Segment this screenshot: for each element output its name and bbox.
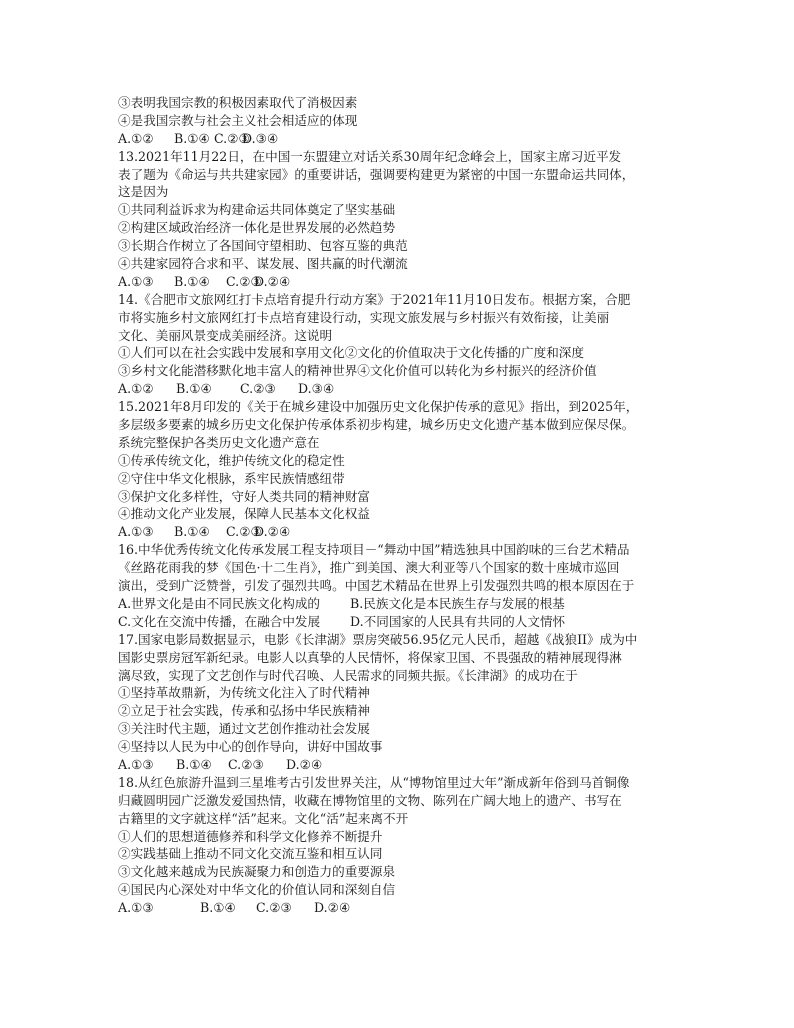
question-17-item: ①坚持革故鼎新，为传统文化注入了时代精神 [118,685,370,701]
question-18-stem: 归藏圆明园广泛激发爱国热情，收藏在博物馆里的文物、陈列在广阔大地上的遗产、书写在 [118,792,622,808]
option-b: B.①④ [174,273,210,289]
question-18-item: ②实践基础上推动不同文化交流互鉴和相互认同 [118,846,383,862]
answer-options [118,130,698,148]
option-a: A.世界文化是由不同民族文化构成的 [118,595,321,611]
question-14-item: ①人们可以在社会实践中发展和享用文化②文化的价值取决于文化传播的广度和深度 [118,345,584,361]
option-c: C.②③ [226,524,262,540]
option-a: A.①② [118,381,154,397]
question-17-stem: 国影史票房冠军新纪录。电影人以真挚的人民情怀，将保家卫国、不畏强敌的精神展现得淋 [118,649,622,665]
option-d: D.②④ [286,756,323,772]
option-d: D.③④ [242,130,279,146]
question-18-item: ③文化越来越成为民族凝聚力和创造力的重要源泉 [118,864,396,880]
option-c: C.②③ [226,273,262,289]
option-c: C.②③ [240,381,276,397]
option-b: B.民族文化是本民族生存与发展的根基 [350,595,565,611]
question-13-stem: 这是因为 [118,184,169,200]
question-13-item: ④共建家园符合求和平、谋发展、图共赢的时代潮流 [118,256,408,272]
option-d: D.③④ [298,381,335,397]
question-15-stem: 系统完整保护各类历史文化遗产意在 [118,434,320,450]
question-15-item: ④推动文化产业发展，保障人民基本文化权益 [118,506,370,522]
question-14-stem: 文化、美丽风景变成美丽经济。这说明 [118,327,333,343]
question-16-options-row-1 [118,595,698,613]
question-13-stem: 表了题为《命运与共共建家园》的重要讲话，强调要构建更为紧密的中国一东盟命运共同体， [118,166,635,182]
question-15-stem: 多层级多要素的城乡历史文化保护传承体系初步构建，城乡历史文化遗产基本做到应保尽保。 [118,417,635,433]
question-17-item: ④坚持以人民为中心的创作导向，讲好中国故事 [118,739,383,755]
question-16-stem: 16.中华优秀传统文化传承发展工程支持项目－“舞动中国”精选独具中国韵味的三台艺术精品 [118,542,630,558]
question-17-stem: 17.国家电影局数据显示，电影《长津湖》票房突破56.95亿元人民币，超越《战狼II》成为中 [118,631,638,647]
question-15-item: ①传承传统文化，维护传统文化的稳定性 [118,452,345,468]
question-17-stem: 漓尽致，实现了文艺创作与时代召唤、人民需求的同频共振。《长津湖》的成功在于 [118,667,578,683]
question-13-options [118,273,698,291]
option-d: D.②④ [254,524,291,540]
option-c: C.②③ [228,756,264,772]
question-16-stem: 《丝路花雨我的梦《国色·十二生肖》，推广到美国、澳大利亚等八个国家的数十座城市巡回 [118,560,620,576]
option-a: A.①③ [118,524,154,540]
question-18-item: ④国民内心深处对中华文化的价值认同和深刻自信 [118,882,396,898]
question-17-options [118,756,698,774]
option-b: B.①④ [200,900,236,916]
question-17-item: ②立足于社会实践，传承和弘扬中华民族精神 [118,703,370,719]
question-13-item: ③长期合作树立了各国间守望相助、包容互鉴的典范 [118,238,408,254]
question-17-item: ③关注时代主题，通过文艺创作推动社会发展 [118,721,370,737]
question-18-options [118,899,698,917]
statement-4: ④是我国宗教与社会主义社会相适应的体现 [118,112,358,128]
question-16-stem: 演出，受到广泛赞誉，引发了强烈共鸣。中国艺术精品在世界上引发强烈共鸣的根本原因在于 [118,578,635,594]
option-c: C.文化在交流中传播，在融合中发展 [118,613,321,629]
question-15-options [118,523,698,541]
question-14-item: ③乡村文化能潜移默化地丰富人的精神世界④文化价值可以转化为乡村振兴的经济价值 [118,363,597,379]
option-a: A.①③ [118,273,154,289]
option-b: B.①④ [176,381,212,397]
option-a: A.①③ [118,756,154,772]
exam-page [118,94,698,917]
question-14-stem: 14.《合肥市文旅网红打卡点培育提升行动方案》于2021年11月10日发布。根据方案，合肥 [118,291,631,307]
option-a: A.①② [118,130,154,146]
question-15-item: ②守住中华文化根脉，系牢民族情感纽带 [118,470,345,486]
question-18-stem: 18.从红色旅游升温到三星堆考古引发世界关注，从“博物馆里过大年”渐成新年俗到马首铜像 [118,774,630,790]
option-b: B.①④ [174,524,210,540]
question-18-stem: 古籍里的文字就这样“活”起来。文化“活”起来离不开 [118,810,409,826]
question-16-options-row-2 [118,613,698,631]
question-13-item: ②构建区域政治经济一体化是世界发展的必然趋势 [118,220,396,236]
question-14-stem: 市将实施乡村文旅网红打卡点培育建设行动，实现文旅发展与乡村振兴有效衔接，让美丽 [118,309,610,325]
question-15-item: ③保护文化多样性，守好人类共同的精神财富 [118,488,370,504]
question-18-item: ①人们的思想道德修养和科学文化修养不断提升 [118,828,383,844]
option-d: D.②④ [254,273,291,289]
question-14-options [118,380,698,398]
option-c: C.②③ [214,130,250,146]
question-13-item: ①共同利益诉求为构建命运共同体奠定了坚实基础 [118,202,396,218]
question-15-stem: 15.2021年8月印发的《关于在城乡建设中加强历史文化保护传承的意见》指出，到2025年， [118,399,639,415]
statement-3: ③表明我国宗教的积极因素取代了消极因素 [118,95,358,110]
option-c: C.②③ [256,900,292,916]
question-13-stem: 13.2021年11月22日，在中国一东盟建立对话关系30周年纪念峰会上，国家主席习近平发 [118,148,622,164]
option-d: D.不同国家的人民具有共同的人文情怀 [350,613,566,629]
option-a: A.①③ [118,900,154,916]
option-d: D.②④ [314,900,351,916]
option-b: B.①④ [174,130,210,146]
option-b: B.①④ [176,756,212,772]
